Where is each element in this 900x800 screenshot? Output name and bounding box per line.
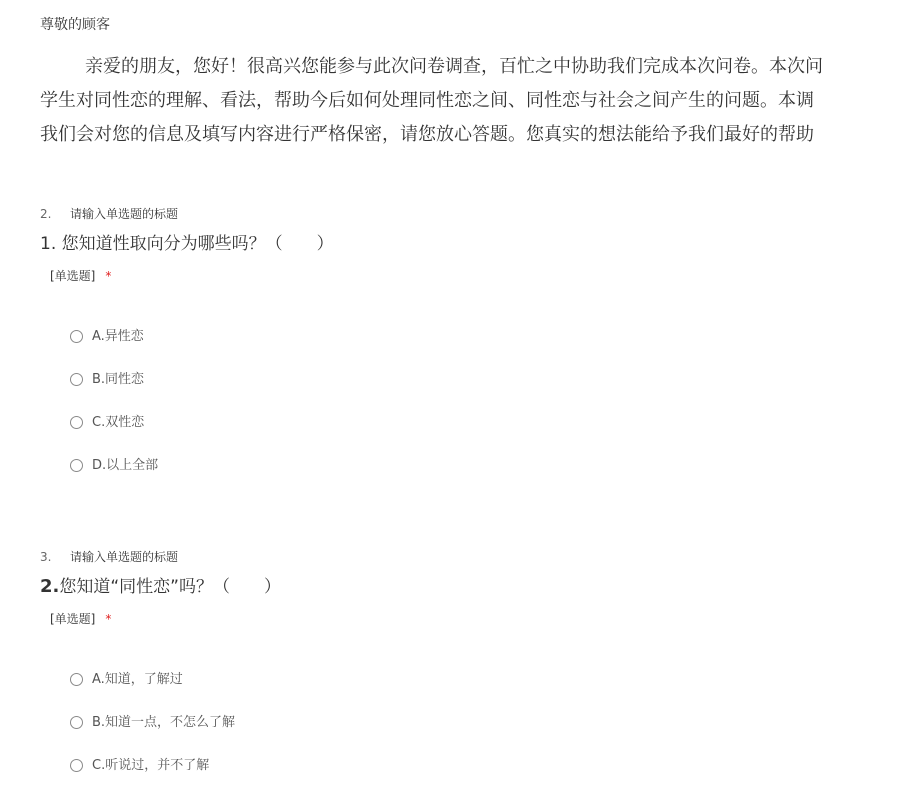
option-item[interactable] — [70, 414, 900, 457]
radio-button[interactable] — [70, 759, 83, 772]
question-meta-title[interactable]: 请输入单选题的标题 — [70, 550, 179, 564]
option-label: B.知道一点，不怎么了解 — [92, 715, 236, 730]
question-block — [40, 206, 900, 500]
intro-line: 学生对同性恋的理解、看法，帮助今后如何处理同性恋之间、同性恋与社会之间产生的问题。本调 — [40, 90, 814, 111]
question-block — [40, 549, 900, 800]
question-title-text: 您知道“同性恋”吗？（ ） — [59, 577, 281, 597]
option-label: A.知道，了解过 — [92, 672, 183, 687]
option-label: A.异性恋 — [92, 329, 144, 344]
required-mark: * — [105, 269, 112, 283]
intro-line: 我们会对您的信息及填写内容进行严格保密，请您放心答题。您真实的想法能给予我们最好的帮助 — [40, 124, 814, 145]
option-label: B.同性恋 — [92, 372, 145, 387]
options-list — [70, 328, 900, 500]
question-index: 3. — [40, 550, 52, 564]
radio-button[interactable] — [70, 416, 83, 429]
salutation: 尊敬的顾客 — [40, 17, 110, 33]
option-label: D.以上全部 — [92, 458, 159, 473]
option-item[interactable] — [70, 757, 900, 800]
question-title — [40, 575, 900, 599]
radio-button[interactable] — [70, 330, 83, 343]
radio-button[interactable] — [70, 459, 83, 472]
question-meta — [40, 549, 900, 565]
question-type — [50, 268, 900, 284]
question-title — [40, 232, 900, 256]
option-item[interactable] — [70, 457, 900, 500]
option-label: C.双性恋 — [92, 415, 145, 430]
option-item[interactable] — [70, 371, 900, 414]
intro-line: 亲爱的朋友，您好！很高兴您能参与此次问卷调查，百忙之中协助我们完成本次问卷。本次问 — [85, 56, 823, 77]
option-label: C.听说过，并不了解 — [92, 758, 210, 773]
question-meta — [40, 206, 900, 222]
question-type — [50, 611, 900, 627]
option-item[interactable] — [70, 671, 900, 714]
question-title-number: 2. — [40, 576, 60, 597]
option-item[interactable] — [70, 328, 900, 371]
question-meta-title[interactable]: 请输入单选题的标题 — [70, 207, 179, 221]
radio-button[interactable] — [70, 673, 83, 686]
option-item[interactable] — [70, 714, 900, 757]
question-type-label: [单选题] — [50, 612, 96, 626]
question-type-label: [单选题] — [50, 269, 96, 283]
question-title-text: 您知道性取向分为哪些吗？（ ） — [56, 234, 334, 254]
intro-paragraph — [40, 50, 900, 152]
question-title-number: 1. — [40, 234, 57, 254]
question-index: 2. — [40, 207, 52, 221]
radio-button[interactable] — [70, 373, 83, 386]
required-mark: * — [105, 612, 112, 626]
radio-button[interactable] — [70, 716, 83, 729]
options-list — [70, 671, 900, 800]
